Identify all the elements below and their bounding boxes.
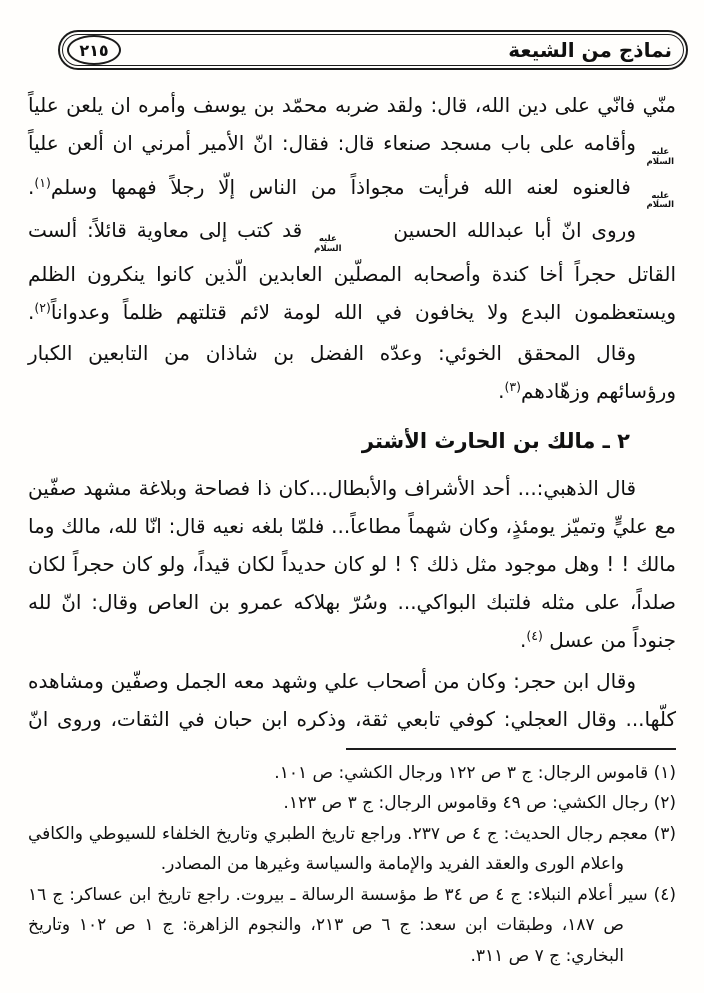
section-heading: ٢ ـ مالك بن الحارث الأشتر bbox=[361, 428, 630, 453]
footnote-ref-2: (٢) bbox=[34, 299, 51, 315]
body-paragraph-4: قال الذهبي:... أحد الأشراف والأبطال...كان ذا فصاحة وبلاغة مشهد صفّين مع عليٍّ وتميّز يومئذٍ، وكان شهماً مطاعاً... فلمّا بلغه نعيه قال: انّا لله، مالك وما مالك ! ! وهل موجود مثل ذلك ؟ ! لو كان حديداً لكان قيداً، ولو كان حجراً لكان صلداً، على مثله فلتبك البواكي... وسُرّ بهلاكه عمرو بن العاص وقال: انّ لله جنوداً من عسل $^{(٤)}$. bbox=[28, 475, 676, 652]
footnote-separator bbox=[346, 748, 676, 750]
paragraph-text: وقال ابن حجر: وكان من أصحاب علي وشهد معه الجمل وصفّين ومشاهده كلّها... وقال العجلي: كوفي تابعي ثقة، وذكره ابن حبان في الثقات، وروى انّ bbox=[28, 668, 676, 731]
alayhi-salam-honorific: عليه السلام bbox=[646, 147, 674, 167]
page-number: ٢١٥ bbox=[79, 40, 109, 60]
page-header-band bbox=[58, 30, 688, 70]
footnote-3: (٣) معجم رجال الحديث: ج ٤ ص ٢٣٧. وراجع تاريخ الطبري وتاريخ الخلفاء للسيوطي والكافي واعلام الورى والعقد الفريد والإمامة والسياسة وغيرها من المصادر. bbox=[28, 823, 676, 875]
footnote-4: (٤) سير أعلام النبلاء: ج ٤ ص ٣٤ ط مؤسسة الرسالة ـ بيروت. راجع تاريخ ابن عساكر: ج ١٦ ص ١٨٧، وطبقات ابن سعد: ج ٦ ص ٢١٣، والنجوم الزاهرة: ج ١ ص ١٠٢ وتاريخ البخاري: ج ٧ ص ٣١١. bbox=[28, 884, 676, 966]
paragraph-text: وأقامه على باب مسجد صنعاء قال: فقال: انّ الأمير أمرني ان ألعن علياً bbox=[28, 131, 645, 155]
body-text bbox=[28, 86, 676, 738]
paragraph-text: وروى انّ أبا عبدالله الحسين bbox=[383, 218, 636, 243]
page-number-badge bbox=[67, 35, 121, 65]
body-paragraph-2: وروى انّ أبا عبدالله الحسين عليه السلام قد كتب إلى معاوية قائلاً: ألست القاتل حجراً أخا كندة وأصحابه المصلّين العابدين الّذين كانوا ينكرون الظلم ويستعظمون البدع ولا يخافون في الله لومة لائم قتلتهم ظلماً وعدواناً$^{(٢)}$. bbox=[28, 218, 676, 324]
body-paragraph-3: وقال المحقق الخوئي: وعدّه الفضل بن شاذان من التابعين الكبار ورؤسائهم وزهّادهم$^{(٣)}$. bbox=[28, 340, 676, 403]
footnote-ref-3: (٣) bbox=[504, 378, 521, 394]
paragraph-text: منّي فانّي على دين الله، قال: ولقد ضربه محمّد بن يوسف وأمره ان يلعن علياً bbox=[28, 93, 676, 117]
alayhi-salam-honorific: عليه السلام bbox=[314, 234, 342, 254]
paragraph-text: وقال المحقق الخوئي: وعدّه الفضل بن شاذان من التابعين الكبار ورؤسائهم وزهّادهم bbox=[28, 340, 676, 403]
paragraph-text: قال الذهبي:... أحد الأشراف والأبطال...كان ذا فصاحة وبلاغة مشهد صفّين مع عليٍّ وتميّز يومئذٍ، وكان شهماً مطاعاً... فلمّا بلغه نعيه قال: انّا لله، مالك وما مالك ! ! وهل موجود مثل ذلك ؟ ! لو كان حديداً لكان قيداً، ولو كان حجراً لكان صلداً، على مثله فلتبك البواكي... وسُرّ بهلاكه عمرو بن العاص وقال: انّ لله جنوداً من عسل bbox=[28, 475, 676, 652]
footnote-1: (١) قاموس الرجال: ج ٣ ص ١٢٢ ورجال الكشي: ص ١٠١. bbox=[274, 762, 676, 783]
book-title: نماذج من الشيعة bbox=[508, 38, 672, 62]
body-paragraph-5 bbox=[28, 662, 676, 738]
body-paragraph-1: منّي فانّي على دين الله، قال: ولقد ضربه محمّد بن يوسف وأمره ان يلعن علياً عليه السلام وأقامه على باب مسجد صنعاء قال: فقال: انّ الأمير أمرني ان ألعن علياً عليه السلام فالعنوه لعنه الله فرأيت مجواذاً من الناس إلّا رجلاً فهمها وسلم$^{(١)}$. bbox=[28, 93, 676, 211]
footnotes-section bbox=[28, 748, 676, 972]
paragraph-text: قد كتب إلى معاوية قائلاً: ألست القاتل حجراً أخا كندة وأصحابه المصلّين العابدين الّذين كانوا ينكرون الظلم ويستعظمون البدع ولا يخافون في الله لومة لائم قتلتهم ظلماً وعدواناً bbox=[28, 218, 676, 324]
paragraph-text: فالعنوه لعنه الله فرأيت مجواذاً من الناس إلّا رجلاً فهمها وسلم bbox=[50, 174, 645, 199]
footnote-2: (٢) رجال الكشي: ص ٤٩ وقاموس الرجال: ج ٣ ص ١٢٣. bbox=[283, 793, 676, 814]
footnote-ref-1: (١) bbox=[34, 174, 51, 190]
alayhi-salam-honorific: عليه السلام bbox=[646, 190, 674, 211]
footnote-ref-4: (٤) bbox=[526, 627, 543, 643]
